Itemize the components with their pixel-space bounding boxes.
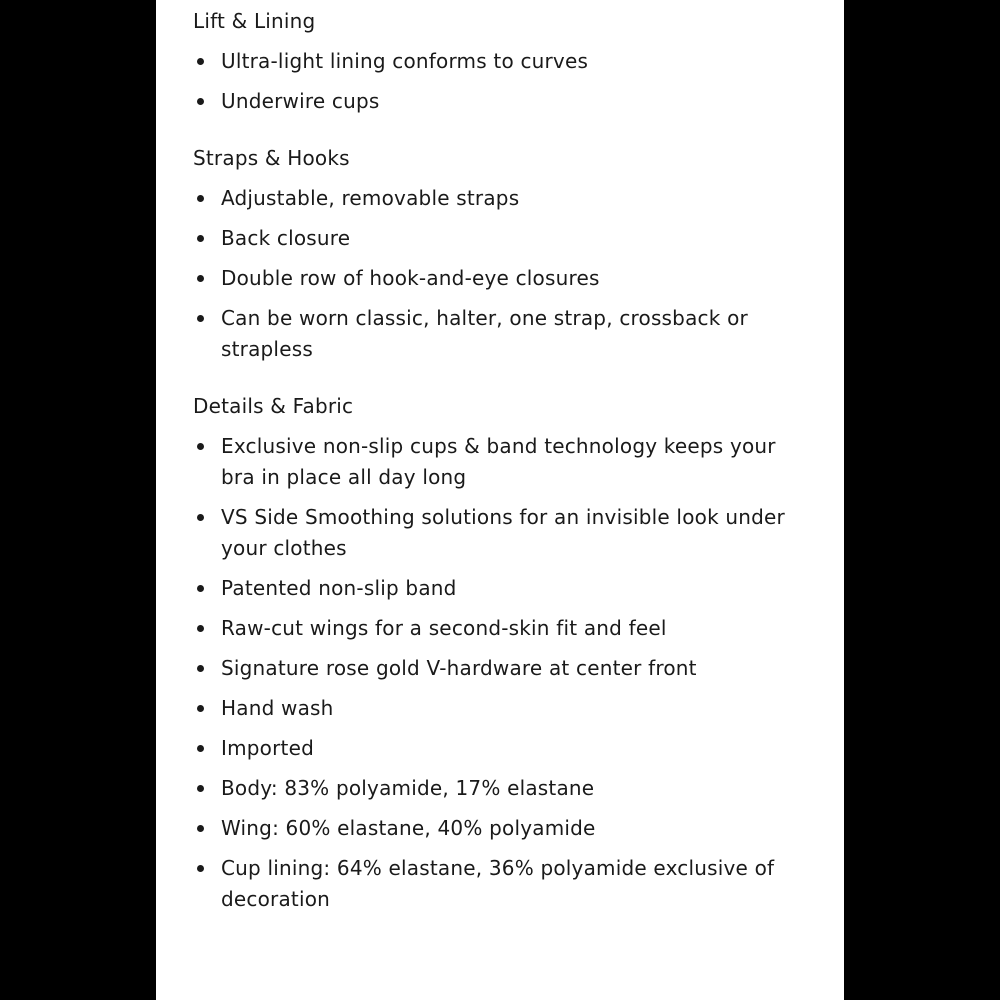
list-item (193, 502, 813, 564)
bullet-icon (197, 58, 204, 65)
list-item (193, 813, 813, 844)
list-item (193, 183, 813, 214)
list-item (193, 223, 813, 254)
list-item (193, 613, 813, 644)
list-item-text: VS Side Smoothing solutions for an invisible look under your clothes (221, 505, 785, 560)
list-item-text: Hand wash (221, 696, 334, 720)
list-item-text: Body: 83% polyamide, 17% elastane (221, 776, 595, 800)
section-lift-lining (193, 6, 813, 117)
list-item-text: Double row of hook-and-eye closures (221, 266, 600, 290)
bullet-icon (197, 235, 204, 242)
list-item (193, 653, 813, 684)
list-item-text: Cup lining: 64% elastane, 36% polyamide exclusive of decoration (221, 856, 775, 911)
list-item-text: Wing: 60% elastane, 40% polyamide (221, 816, 596, 840)
bullet-icon (197, 443, 204, 450)
bullet-icon (197, 275, 204, 282)
list-item (193, 573, 813, 604)
feature-list (193, 183, 813, 365)
product-details-panel (156, 0, 844, 1000)
list-item (193, 853, 813, 915)
section-details-fabric (193, 391, 813, 915)
list-item (193, 733, 813, 764)
feature-list (193, 431, 813, 915)
list-item-text: Adjustable, removable straps (221, 186, 520, 210)
list-item (193, 303, 813, 365)
bullet-icon (197, 865, 204, 872)
list-item-text: Signature rose gold V-hardware at center front (221, 656, 697, 680)
section-heading: Lift & Lining (193, 9, 316, 33)
list-item (193, 86, 813, 117)
bullet-icon (197, 665, 204, 672)
section-heading: Straps & Hooks (193, 146, 350, 170)
list-item-text: Ultra-light lining conforms to curves (221, 49, 589, 73)
bullet-icon (197, 585, 204, 592)
list-item (193, 773, 813, 804)
list-item (193, 431, 813, 493)
list-item-text: Underwire cups (221, 89, 380, 113)
list-item-text: Imported (221, 736, 314, 760)
bullet-icon (197, 745, 204, 752)
bullet-icon (197, 98, 204, 105)
list-item (193, 263, 813, 294)
section-straps-hooks (193, 143, 813, 365)
product-details-content (193, 6, 813, 941)
bullet-icon (197, 785, 204, 792)
feature-list (193, 46, 813, 117)
list-item-text: Raw-cut wings for a second-skin fit and feel (221, 616, 667, 640)
list-item-text: Back closure (221, 226, 351, 250)
list-item (193, 46, 813, 77)
list-item-text: Exclusive non-slip cups & band technology keeps your bra in place all day long (221, 434, 776, 489)
bullet-icon (197, 315, 204, 322)
list-item-text: Can be worn classic, halter, one strap, crossback or strapless (221, 306, 748, 361)
section-heading: Details & Fabric (193, 394, 354, 418)
list-item (193, 693, 813, 724)
bullet-icon (197, 195, 204, 202)
bullet-icon (197, 625, 204, 632)
bullet-icon (197, 825, 204, 832)
list-item-text: Patented non-slip band (221, 576, 457, 600)
bullet-icon (197, 705, 204, 712)
bullet-icon (197, 514, 204, 521)
